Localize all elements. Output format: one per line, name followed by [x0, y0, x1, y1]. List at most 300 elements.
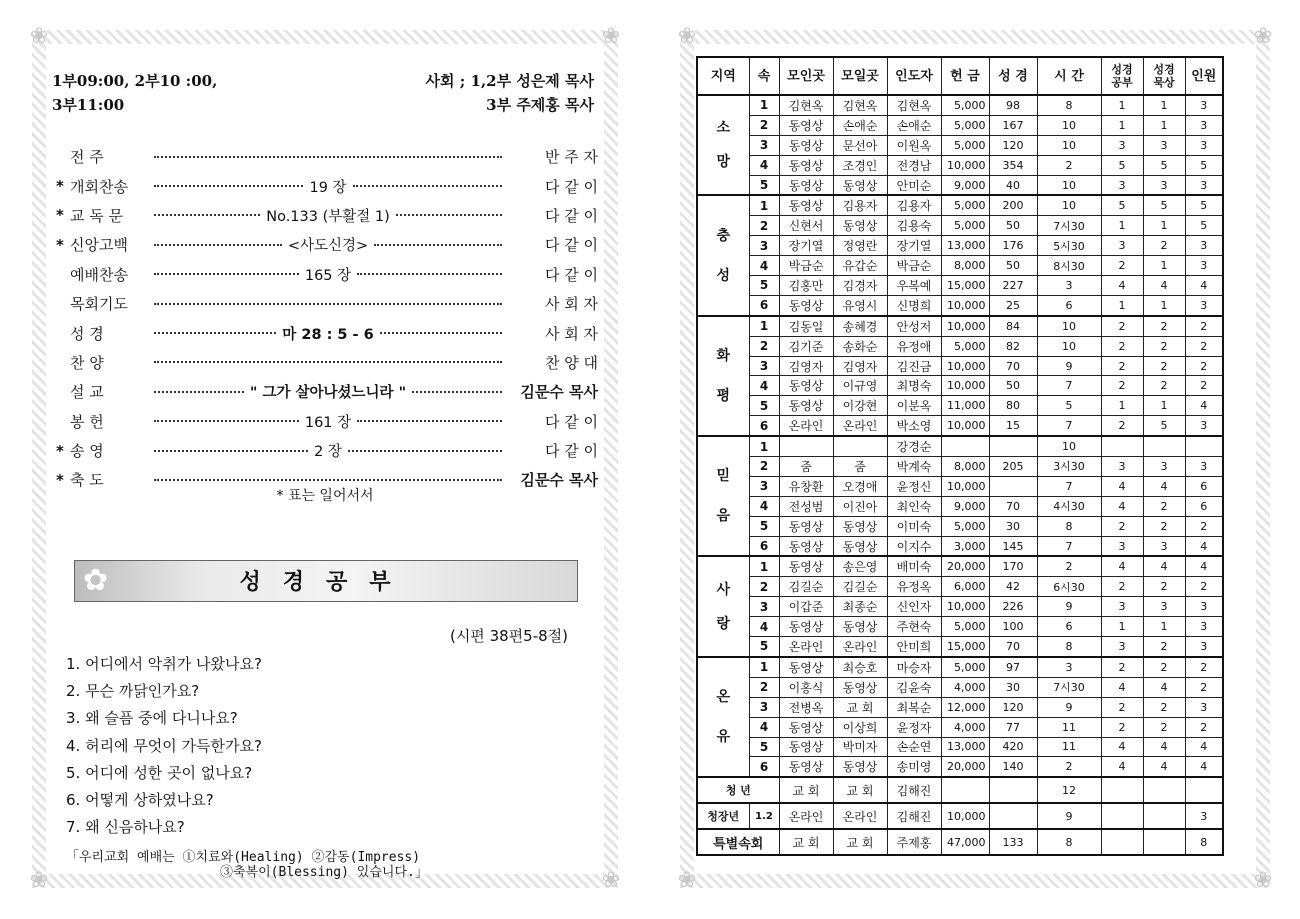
row-label: 청장년 — [697, 803, 749, 829]
table-cell: 동영상 — [833, 175, 887, 195]
table-cell: 교 회 — [779, 829, 833, 855]
table-cell: 354 — [989, 155, 1037, 175]
table-cell: 안미순 — [887, 175, 941, 195]
flower-icon: ❀ — [677, 868, 697, 893]
table-cell: 우복예 — [887, 276, 941, 296]
table-cell: 강경순 — [887, 436, 941, 456]
cell-number: 2 — [749, 677, 779, 697]
table-cell: 온라인 — [779, 803, 833, 829]
table-cell — [941, 436, 989, 456]
table-cell: 이갑준 — [779, 597, 833, 617]
table-cell: 5 — [1101, 155, 1143, 175]
table-cell: 최인숙 — [887, 496, 941, 516]
order-item-detail: " 그가 살아나셨느니라 " — [249, 385, 407, 402]
table-cell: 10,000 — [941, 376, 989, 396]
table-cell: 김기준 — [779, 336, 833, 356]
table-cell: 동영상 — [779, 516, 833, 536]
cell-number: 4 — [749, 717, 779, 737]
table-cell: 전병옥 — [779, 697, 833, 717]
table-row — [697, 597, 1223, 617]
table-cell: 5,000 — [941, 336, 989, 356]
table-cell: 8 — [1037, 829, 1101, 855]
table-cell: 안성저 — [887, 316, 941, 336]
table-cell: 김현옥 — [833, 95, 887, 115]
table-cell: 9,000 — [941, 175, 989, 195]
table-cell: 2 — [1101, 336, 1143, 356]
region-name — [697, 556, 749, 656]
table-cell — [1185, 777, 1223, 803]
cell-number: 1.2 — [749, 803, 779, 829]
table-cell: 4 — [1143, 737, 1185, 757]
table-row — [697, 496, 1223, 516]
region-label: 사랑 — [716, 581, 731, 632]
table-cell — [941, 777, 989, 803]
order-item-leader: 다 같 이 — [544, 177, 598, 196]
table-cell: 10 — [1037, 316, 1101, 336]
order-item — [56, 142, 598, 171]
table-cell: 김동일 — [779, 316, 833, 336]
table-cell: 120 — [989, 697, 1037, 717]
table-cell: 박소영 — [887, 416, 941, 436]
region-label: 화평 — [716, 347, 731, 404]
table-cell: 50 — [989, 216, 1037, 236]
table-row — [697, 175, 1223, 195]
table-cell: 송혜경 — [833, 316, 887, 336]
table-cell: 10 — [1037, 115, 1101, 135]
cell-number: 3 — [749, 476, 779, 496]
study-question: 1. 어디에서 악취가 나왔나요? — [66, 655, 262, 674]
table-cell: 167 — [989, 115, 1037, 135]
table-cell: 5 — [1185, 216, 1223, 236]
region-name — [697, 195, 749, 315]
table-cell: 김길순 — [833, 577, 887, 597]
table-cell: 2 — [1037, 155, 1101, 175]
table-cell: 유갑순 — [833, 256, 887, 276]
table-cell: 4 — [1185, 396, 1223, 416]
table-cell: 온라인 — [833, 416, 887, 436]
study-question: 3. 왜 슬픔 중에 다니나요? — [66, 709, 238, 728]
table-row — [697, 637, 1223, 657]
column-header: 성 경 — [989, 57, 1037, 95]
table-cell: 5,000 — [941, 516, 989, 536]
table-cell: 4 — [1101, 737, 1143, 757]
order-item-leader: 김문수 목사 — [520, 383, 598, 402]
table-cell: 장기열 — [779, 236, 833, 256]
table-cell: 7 — [1037, 536, 1101, 556]
table-cell: 2 — [1185, 376, 1223, 396]
table-cell: 동영상 — [779, 536, 833, 556]
table-cell: 박금순 — [779, 256, 833, 276]
table-row — [697, 556, 1223, 576]
cell-number: 5 — [749, 637, 779, 657]
table-cell: 장기열 — [887, 236, 941, 256]
table-cell: 신현서 — [779, 216, 833, 236]
order-item-detail: 마 28 : 5 - 6 — [282, 326, 374, 343]
table-cell: 3 — [1101, 457, 1143, 477]
order-item — [56, 201, 598, 230]
table-row — [697, 757, 1223, 777]
table-cell: 145 — [989, 536, 1037, 556]
column-header: 속 — [749, 57, 779, 95]
table-cell: 교 회 — [833, 777, 887, 803]
table-cell: 42 — [989, 577, 1037, 597]
table-cell: 김해진 — [887, 777, 941, 803]
table-cell: 1 — [1143, 295, 1185, 315]
table-cell: 7 — [1037, 416, 1101, 436]
flower-icon: ❀ — [29, 868, 49, 893]
table-row — [697, 617, 1223, 637]
table-cell: 동영상 — [779, 295, 833, 315]
table-row — [697, 316, 1223, 336]
table-cell: 동영상 — [779, 115, 833, 135]
table-row — [697, 295, 1223, 315]
table-cell: 3 — [1143, 457, 1185, 477]
cell-number: 5 — [749, 276, 779, 296]
table-cell: 주제홍 — [887, 829, 941, 855]
table-cell: 227 — [989, 276, 1037, 296]
table-cell: 47,000 — [941, 829, 989, 855]
table-row — [697, 677, 1223, 697]
table-cell: 5 — [1037, 396, 1101, 416]
order-item-detail: 2 장 — [314, 444, 342, 461]
table-cell: 최명숙 — [887, 376, 941, 396]
standing-mark: * — [56, 235, 64, 254]
table-cell: 5 — [1143, 195, 1185, 215]
table-cell: 2 — [1101, 516, 1143, 536]
table-cell: 4 — [1143, 556, 1185, 576]
table-cell: 주현숙 — [887, 617, 941, 637]
table-cell: 10 — [1037, 175, 1101, 195]
table-cell: 마승자 — [887, 657, 941, 677]
order-item-name: 축 도 — [70, 471, 104, 490]
table-cell — [1101, 829, 1143, 855]
table-cell: 1 — [1101, 295, 1143, 315]
table-cell: 배미숙 — [887, 556, 941, 576]
table-cell: 8,000 — [941, 457, 989, 477]
service-times-1: 1부09:00, 2부10 :00, — [52, 72, 218, 90]
order-item-name: 설 교 — [70, 383, 104, 402]
table-cell: 200 — [989, 195, 1037, 215]
table-cell: 9 — [1037, 803, 1101, 829]
study-question: 4. 허리에 무엇이 가득한가요? — [66, 736, 262, 755]
host-line-1: 사회 ; 1,2부 성은제 목사 — [425, 72, 594, 90]
table-row — [697, 155, 1223, 175]
order-item-name: 교 독 문 — [70, 206, 124, 225]
table-cell: 4 — [1143, 757, 1185, 777]
table-cell: 25 — [989, 295, 1037, 315]
order-item-leader: 사 회 자 — [544, 324, 598, 343]
table-cell: 3 — [1185, 416, 1223, 436]
order-leader-dots — [148, 205, 508, 226]
table-cell: 송화순 — [833, 336, 887, 356]
table-row — [697, 236, 1223, 256]
cell-number: 4 — [749, 376, 779, 396]
table-cell: 동영상 — [779, 396, 833, 416]
table-cell: 온라인 — [833, 637, 887, 657]
table-cell: 8 — [1185, 829, 1223, 855]
cell-number: 1 — [749, 436, 779, 456]
standing-mark: * — [56, 441, 64, 460]
table-cell — [833, 436, 887, 456]
region-name — [697, 95, 749, 195]
table-cell: 3 — [1185, 697, 1223, 717]
order-leader-dots — [148, 361, 508, 363]
table-cell: 2 — [1185, 677, 1223, 697]
table-cell: 동영상 — [833, 617, 887, 637]
table-cell — [1101, 803, 1143, 829]
order-item-detail: <사도신경> — [287, 238, 369, 255]
table-cell: 1 — [1143, 95, 1185, 115]
order-item — [56, 318, 598, 347]
table-cell: 10 — [1037, 436, 1101, 456]
cell-number: 2 — [749, 216, 779, 236]
table-cell: 4 — [1101, 556, 1143, 576]
table-row — [697, 829, 1223, 855]
table-cell: 15,000 — [941, 276, 989, 296]
table-cell: 동영상 — [779, 617, 833, 637]
order-item-detail: 161 장 — [304, 414, 352, 431]
order-item-leader: 다 같 이 — [544, 236, 598, 255]
order-leader-dots — [148, 479, 508, 481]
cell-number: 5 — [749, 516, 779, 536]
table-cell: 4 — [1185, 737, 1223, 757]
column-header: 모일곳 — [833, 57, 887, 95]
cell-number: 3 — [749, 135, 779, 155]
table-cell: 7 — [1037, 476, 1101, 496]
table-cell: 동영상 — [833, 757, 887, 777]
table-row — [697, 577, 1223, 597]
table-cell: 문선아 — [833, 135, 887, 155]
cell-number: 1 — [749, 316, 779, 336]
table-cell: 11 — [1037, 737, 1101, 757]
table-cell: 박미자 — [833, 737, 887, 757]
table-cell: 80 — [989, 396, 1037, 416]
study-reference: (시편 38편5-8절) — [449, 627, 568, 645]
table-cell: 송미영 — [887, 757, 941, 777]
cell-number: 6 — [749, 416, 779, 436]
table-cell: 15,000 — [941, 637, 989, 657]
table-cell: 2 — [1185, 717, 1223, 737]
table-row — [697, 195, 1223, 215]
table-cell: 7시30 — [1037, 677, 1101, 697]
flower-icon: ❀ — [601, 24, 621, 49]
order-item-name: 목회기도 — [70, 295, 128, 314]
table-cell: 6 — [1185, 496, 1223, 516]
table-cell: 12,000 — [941, 697, 989, 717]
order-item-leader: 다 같 이 — [544, 412, 598, 431]
table-cell: 전성범 — [779, 496, 833, 516]
table-cell: 2 — [1101, 416, 1143, 436]
table-cell: 2 — [1101, 697, 1143, 717]
table-cell: 2 — [1185, 577, 1223, 597]
table-cell: 김용숙 — [887, 216, 941, 236]
cell-number: 4 — [749, 155, 779, 175]
table-cell: 3 — [1101, 175, 1143, 195]
table-cell: 동영상 — [779, 757, 833, 777]
table-cell: 동영상 — [779, 717, 833, 737]
table-cell: 5 — [1143, 416, 1185, 436]
table-cell: 4 — [1185, 757, 1223, 777]
table-cell: 이규영 — [833, 376, 887, 396]
table-cell: 4 — [1101, 677, 1143, 697]
cell-number: 5 — [749, 396, 779, 416]
order-item — [56, 407, 598, 436]
table-cell: 2 — [1143, 697, 1185, 717]
table-cell: 2 — [1143, 657, 1185, 677]
table-row — [697, 135, 1223, 155]
table-cell: 2 — [1143, 717, 1185, 737]
table-cell: 이홍식 — [779, 677, 833, 697]
table-cell: 3 — [1037, 276, 1101, 296]
table-cell: 박금순 — [887, 256, 941, 276]
table-cell: 1 — [1101, 216, 1143, 236]
table-cell: 2 — [1101, 577, 1143, 597]
table-cell: 이미숙 — [887, 516, 941, 536]
table-cell: 3 — [1185, 617, 1223, 637]
table-cell: 8,000 — [941, 256, 989, 276]
table-cell: 이진아 — [833, 496, 887, 516]
table-cell: 2 — [1037, 556, 1101, 576]
table-cell: 13,000 — [941, 737, 989, 757]
table-cell: 3,000 — [941, 536, 989, 556]
table-cell: 김현옥 — [779, 95, 833, 115]
table-cell — [1143, 803, 1185, 829]
motto-line-1: 「우리교회 예배는 ①치료와(Healing) ②감동(Impress) — [66, 850, 421, 865]
table-cell: 70 — [989, 356, 1037, 376]
table-cell: 2 — [1101, 356, 1143, 376]
cell-number: 2 — [749, 115, 779, 135]
region-label: 믿음 — [716, 468, 731, 525]
table-row — [697, 536, 1223, 556]
table-cell: 윤정신 — [887, 476, 941, 496]
column-header: 인도자 — [887, 57, 941, 95]
table-cell: 줌 — [833, 457, 887, 477]
table-cell: 전경남 — [887, 155, 941, 175]
table-cell: 10,000 — [941, 356, 989, 376]
table-cell: 3 — [1101, 536, 1143, 556]
table-cell: 10,000 — [941, 476, 989, 496]
study-question: 6. 어떻게 상하였나요? — [66, 791, 214, 810]
table-cell: 3 — [1185, 295, 1223, 315]
table-cell: 3 — [1185, 256, 1223, 276]
table-cell: 70 — [989, 496, 1037, 516]
table-cell: 1 — [1101, 95, 1143, 115]
table-cell: 5 — [1101, 195, 1143, 215]
table-cell: 3 — [1143, 536, 1185, 556]
table-cell: 동영상 — [833, 516, 887, 536]
table-cell: 97 — [989, 657, 1037, 677]
table-cell: 84 — [989, 316, 1037, 336]
table-cell: 유창환 — [779, 476, 833, 496]
table-cell: 13,000 — [941, 236, 989, 256]
cell-number: 3 — [749, 236, 779, 256]
table-cell: 10,000 — [941, 803, 989, 829]
table-cell: 8시30 — [1037, 256, 1101, 276]
column-header: 인원 — [1185, 57, 1223, 95]
table-cell: 226 — [989, 597, 1037, 617]
table-cell: 120 — [989, 135, 1037, 155]
table-cell: 10 — [1037, 195, 1101, 215]
table-cell: 3 — [1143, 597, 1185, 617]
table-cell: 동영상 — [779, 155, 833, 175]
order-item — [56, 260, 598, 289]
table-cell: 3 — [1143, 135, 1185, 155]
table-cell: 40 — [989, 175, 1037, 195]
order-item-leader: 반 주 자 — [544, 148, 598, 167]
table-row — [697, 697, 1223, 717]
table-cell: 4 — [1101, 496, 1143, 516]
table-row — [697, 476, 1223, 496]
table-row — [697, 777, 1223, 803]
order-leader-dots — [148, 440, 508, 461]
table-cell: 2 — [1143, 577, 1185, 597]
table-cell — [1143, 777, 1185, 803]
cell-group-report-panel — [677, 24, 1273, 893]
table-row — [697, 95, 1223, 115]
cell-number: 3 — [749, 597, 779, 617]
table-cell: 이지수 — [887, 536, 941, 556]
table-cell: 동영상 — [833, 677, 887, 697]
table-cell — [1101, 436, 1143, 456]
table-cell: 김경자 — [833, 276, 887, 296]
cell-number: 3 — [749, 356, 779, 376]
table-cell: 5 — [1185, 155, 1223, 175]
order-leader-dots — [148, 411, 508, 432]
table-cell: 9,000 — [941, 496, 989, 516]
table-cell: 김진금 — [887, 356, 941, 376]
table-cell: 2 — [1101, 376, 1143, 396]
order-item — [56, 436, 598, 465]
table-cell: 3 — [1185, 457, 1223, 477]
row-label: 특별속회 — [697, 829, 779, 855]
question-list — [66, 650, 262, 840]
table-cell: 1 — [1143, 216, 1185, 236]
table-cell: 1 — [1143, 256, 1185, 276]
table-cell: 동영상 — [779, 135, 833, 155]
bible-study-banner — [74, 560, 578, 602]
column-header: 성경공부 — [1101, 57, 1143, 95]
order-item-detail: 165 장 — [304, 267, 352, 284]
table-cell: 동영상 — [779, 737, 833, 757]
table-cell: 교 회 — [833, 697, 887, 717]
order-item-leader: 사 회 자 — [544, 295, 598, 314]
table-cell: 김용자 — [833, 195, 887, 215]
table-cell: 12 — [1037, 777, 1101, 803]
table-cell: 9 — [1037, 697, 1101, 717]
table-header-row — [697, 57, 1223, 95]
table-cell: 김홍만 — [779, 276, 833, 296]
table-cell — [1143, 829, 1185, 855]
cell-number: 2 — [749, 577, 779, 597]
table-cell: 동영상 — [779, 376, 833, 396]
table-cell: 3 — [1185, 637, 1223, 657]
table-cell: 이상희 — [833, 717, 887, 737]
table-cell: 50 — [989, 256, 1037, 276]
table-row — [697, 516, 1223, 536]
cell-number: 1 — [749, 95, 779, 115]
table-cell: 동영상 — [779, 195, 833, 215]
table-cell: 9 — [1037, 597, 1101, 617]
region-label: 온유 — [716, 689, 731, 746]
table-cell: 3 — [1185, 236, 1223, 256]
table-cell: 2 — [1185, 316, 1223, 336]
table-cell: 김용자 — [887, 195, 941, 215]
table-cell: 정영란 — [833, 236, 887, 256]
column-header: 시 간 — [1037, 57, 1101, 95]
cell-number: 1 — [749, 556, 779, 576]
table-cell: 안미희 — [887, 637, 941, 657]
table-cell: 동영상 — [833, 216, 887, 236]
